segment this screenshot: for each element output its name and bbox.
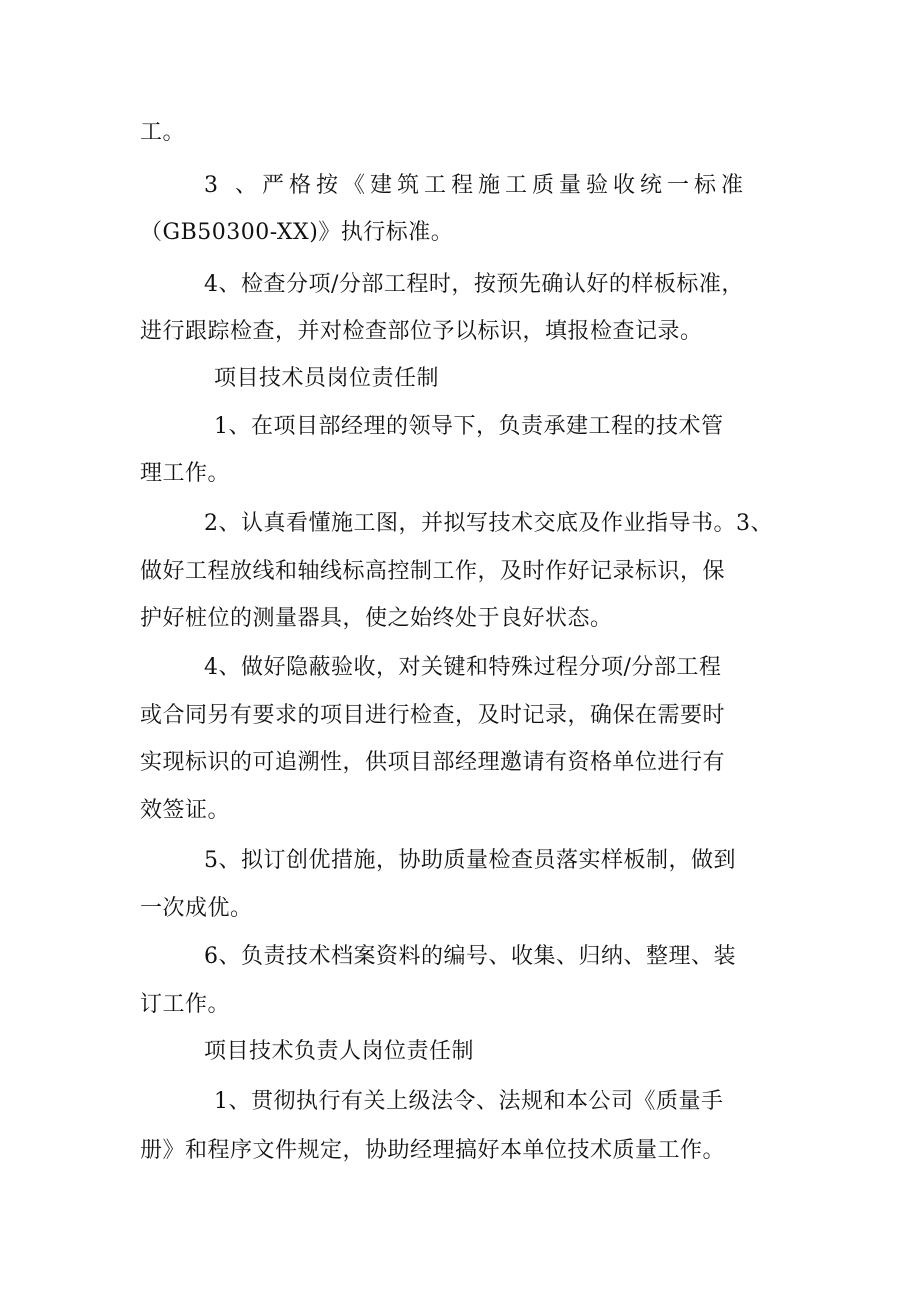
text-line: 一次成优。 [140, 896, 253, 921]
text-line: 效签证。 [140, 798, 231, 823]
text-line: 2、认真看懂施工图，并拟写技术交底及作业指导书。3、 [204, 511, 773, 536]
text-line: 1、贯彻执行有关上级法令、法规和本公司《质量手 [214, 1089, 724, 1114]
text-line: 订工作。 [140, 992, 231, 1017]
text-line: 进行跟踪检查，并对检查部位予以标识，填报检查记录。 [140, 319, 703, 344]
text-line: 册》和程序文件规定，协助经理搞好本单位技术质量工作。 [140, 1138, 726, 1163]
text-line: 实现标识的可追溯性，供项目部经理邀请有资格单位进行有 [140, 750, 726, 775]
text-line: 6、负责技术档案资料的编号、收集、归纳、整理、装 [204, 944, 736, 969]
text-line: 护好桩位的测量器具，使之始终处于良好状态。 [140, 606, 613, 631]
text-line: 做好工程放线和轴线标高控制工作，及时作好记录标识，保 [140, 559, 726, 584]
text-line: （GB50300-XX)》执行标准。 [140, 220, 454, 245]
text-line: 或合同另有要求的项目进行检查，及时记录，确保在需要时 [140, 703, 726, 728]
section-heading: 项目技术负责人岗位责任制 [204, 1039, 475, 1064]
text-line: 3 、严格按《建筑工程施工质量验收统一标准 [204, 173, 748, 198]
text-line: 4、检查分项/分部工程时，按预先确认好的样板标准， [204, 272, 744, 297]
text-line: 4、做好隐蔽验收，对关键和特殊过程分项/分部工程 [204, 655, 722, 680]
section-heading: 项目技术员岗位责任制 [214, 366, 440, 391]
text-line: 工。 [140, 120, 186, 145]
text-line: 5、拟订创优措施，协助质量检查员落实样板制，做到 [204, 848, 736, 873]
text-line: 理工作。 [140, 461, 231, 486]
text-line: 1、在项目部经理的领导下，负责承建工程的技术管 [214, 414, 724, 439]
